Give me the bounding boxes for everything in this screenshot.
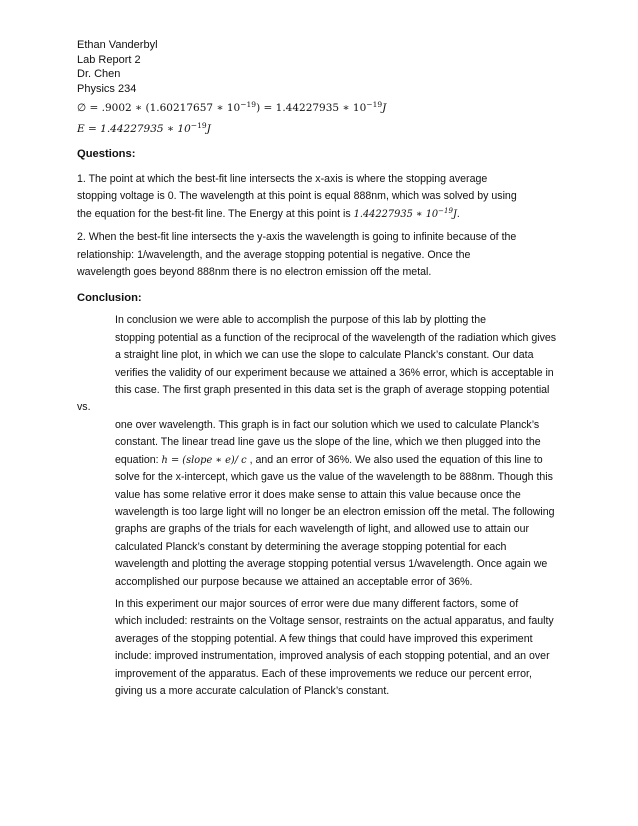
- text-line: improvement of the apparatus. Each of these improvements we reduce our percent error,: [115, 667, 532, 680]
- course-name: Physics 234: [77, 82, 137, 95]
- conclusion-paragraph-2: [77, 596, 563, 700]
- text-line: value has some relative error it does make sense to attain this value because once the: [115, 488, 521, 501]
- author-name: Ethan Vanderbyl: [77, 39, 158, 51]
- text-line: wavelength is too large light will no longer be an electron emission off the metal. The following: [115, 505, 555, 518]
- text-line: 2. When the best-fit line intersects the y-axis the wavelength is going to infinite because of the: [77, 231, 517, 244]
- text-line: 1. The point at which the best-fit line intersects the x-axis is where the stopping average: [77, 173, 488, 185]
- energy-equation: E = 1.44227935 ∗ $10^{-19}J$: [77, 121, 211, 135]
- text-line: giving us a more accurate calculation of Planck’s constant.: [115, 684, 390, 697]
- questions-heading: Questions:: [77, 148, 136, 160]
- text-line: In conclusion we were able to accomplish the purpose of this lab by plotting the: [115, 314, 486, 327]
- text-line: the equation for the best-fit line. The Energy at this point is 1.44227935 ∗ $10^{-19}J$.: [77, 206, 460, 220]
- text-line: averages of the stopping potential. A few things that could have improved this experiment: [115, 632, 533, 645]
- conclusion-paragraph-1: [77, 312, 563, 591]
- inline-math: 1.44227935 ∗ $10^{-19}J$: [353, 206, 457, 220]
- text-line: this case. The first graph presented in this data set is the graph of average stopping potential vs.: [77, 384, 550, 414]
- instructor-name: Dr. Chen: [77, 68, 121, 80]
- text-line: relationship: 1/wavelength, and the average stopping potential is negative. Once the: [77, 248, 471, 261]
- document-body: [77, 38, 563, 700]
- conclusion-heading: Conclusion:: [77, 292, 142, 305]
- text-line: one over wavelength. This graph is in fact our solution which we used to calculate Planck’s: [115, 418, 540, 431]
- text-line: wavelength goes beyond 888nm there is no electron emission off the metal.: [77, 266, 432, 279]
- report-title: Lab Report 2: [77, 53, 141, 66]
- inline-math: h = (slope ∗ e)/ c: [161, 454, 247, 466]
- text-line: In this experiment our major sources of error were due many different factors, some of: [115, 597, 519, 610]
- text-line: a straight line plot, in which we can use the slope to calculate Planck’s constant. Our data: [115, 349, 534, 362]
- text-line: calculated Planck’s constant by determining the average stopping potential for each: [115, 540, 507, 553]
- text-line: which included: restraints on the Voltage sensor, restraints on the actual apparatus, and faulty: [115, 615, 554, 628]
- text-line: wavelength and plotting the average stopping potential versus 1/wavelength. Once again we: [115, 558, 548, 571]
- question-2-answer: [77, 229, 563, 281]
- text-line: accomplished our purpose because we attained an acceptable error of 36%.: [115, 575, 473, 588]
- text-line: stopping potential as a function of the reciprocal of the wavelength of the radiation which gives: [115, 331, 557, 344]
- text-line: constant. The linear tread line gave us the slope of the line, which we then plugged into the: [115, 436, 541, 449]
- text-line: graphs are graphs of the trials for each wavelength of light, and allowed use to attain our: [115, 523, 529, 536]
- work-function-equation: ∅ = .9002 ∗ (1.60217657 ∗ $10^{-19}) = 1.44227935$ ∗ $10^{-19}J$: [77, 100, 387, 114]
- text-line: stopping voltage is 0. The wavelength at this point is equal 888nm, which was solved by using: [77, 190, 517, 203]
- text-line: verifies the validity of our experiment because we attained a 36% error, which is acceptable in: [115, 366, 554, 379]
- text-line: equation: h = (slope ∗ e)/ c , and an error of 36%. We also used the equation of this line to: [115, 453, 543, 466]
- text-line: include: improved instrumentation, improved analysis of each stopping potential, and an over: [115, 650, 550, 663]
- question-1-answer: [77, 171, 563, 223]
- text-line: solve for the x-intercept, which gave us the value of the wavelength to be 888nm. Though this: [115, 471, 553, 484]
